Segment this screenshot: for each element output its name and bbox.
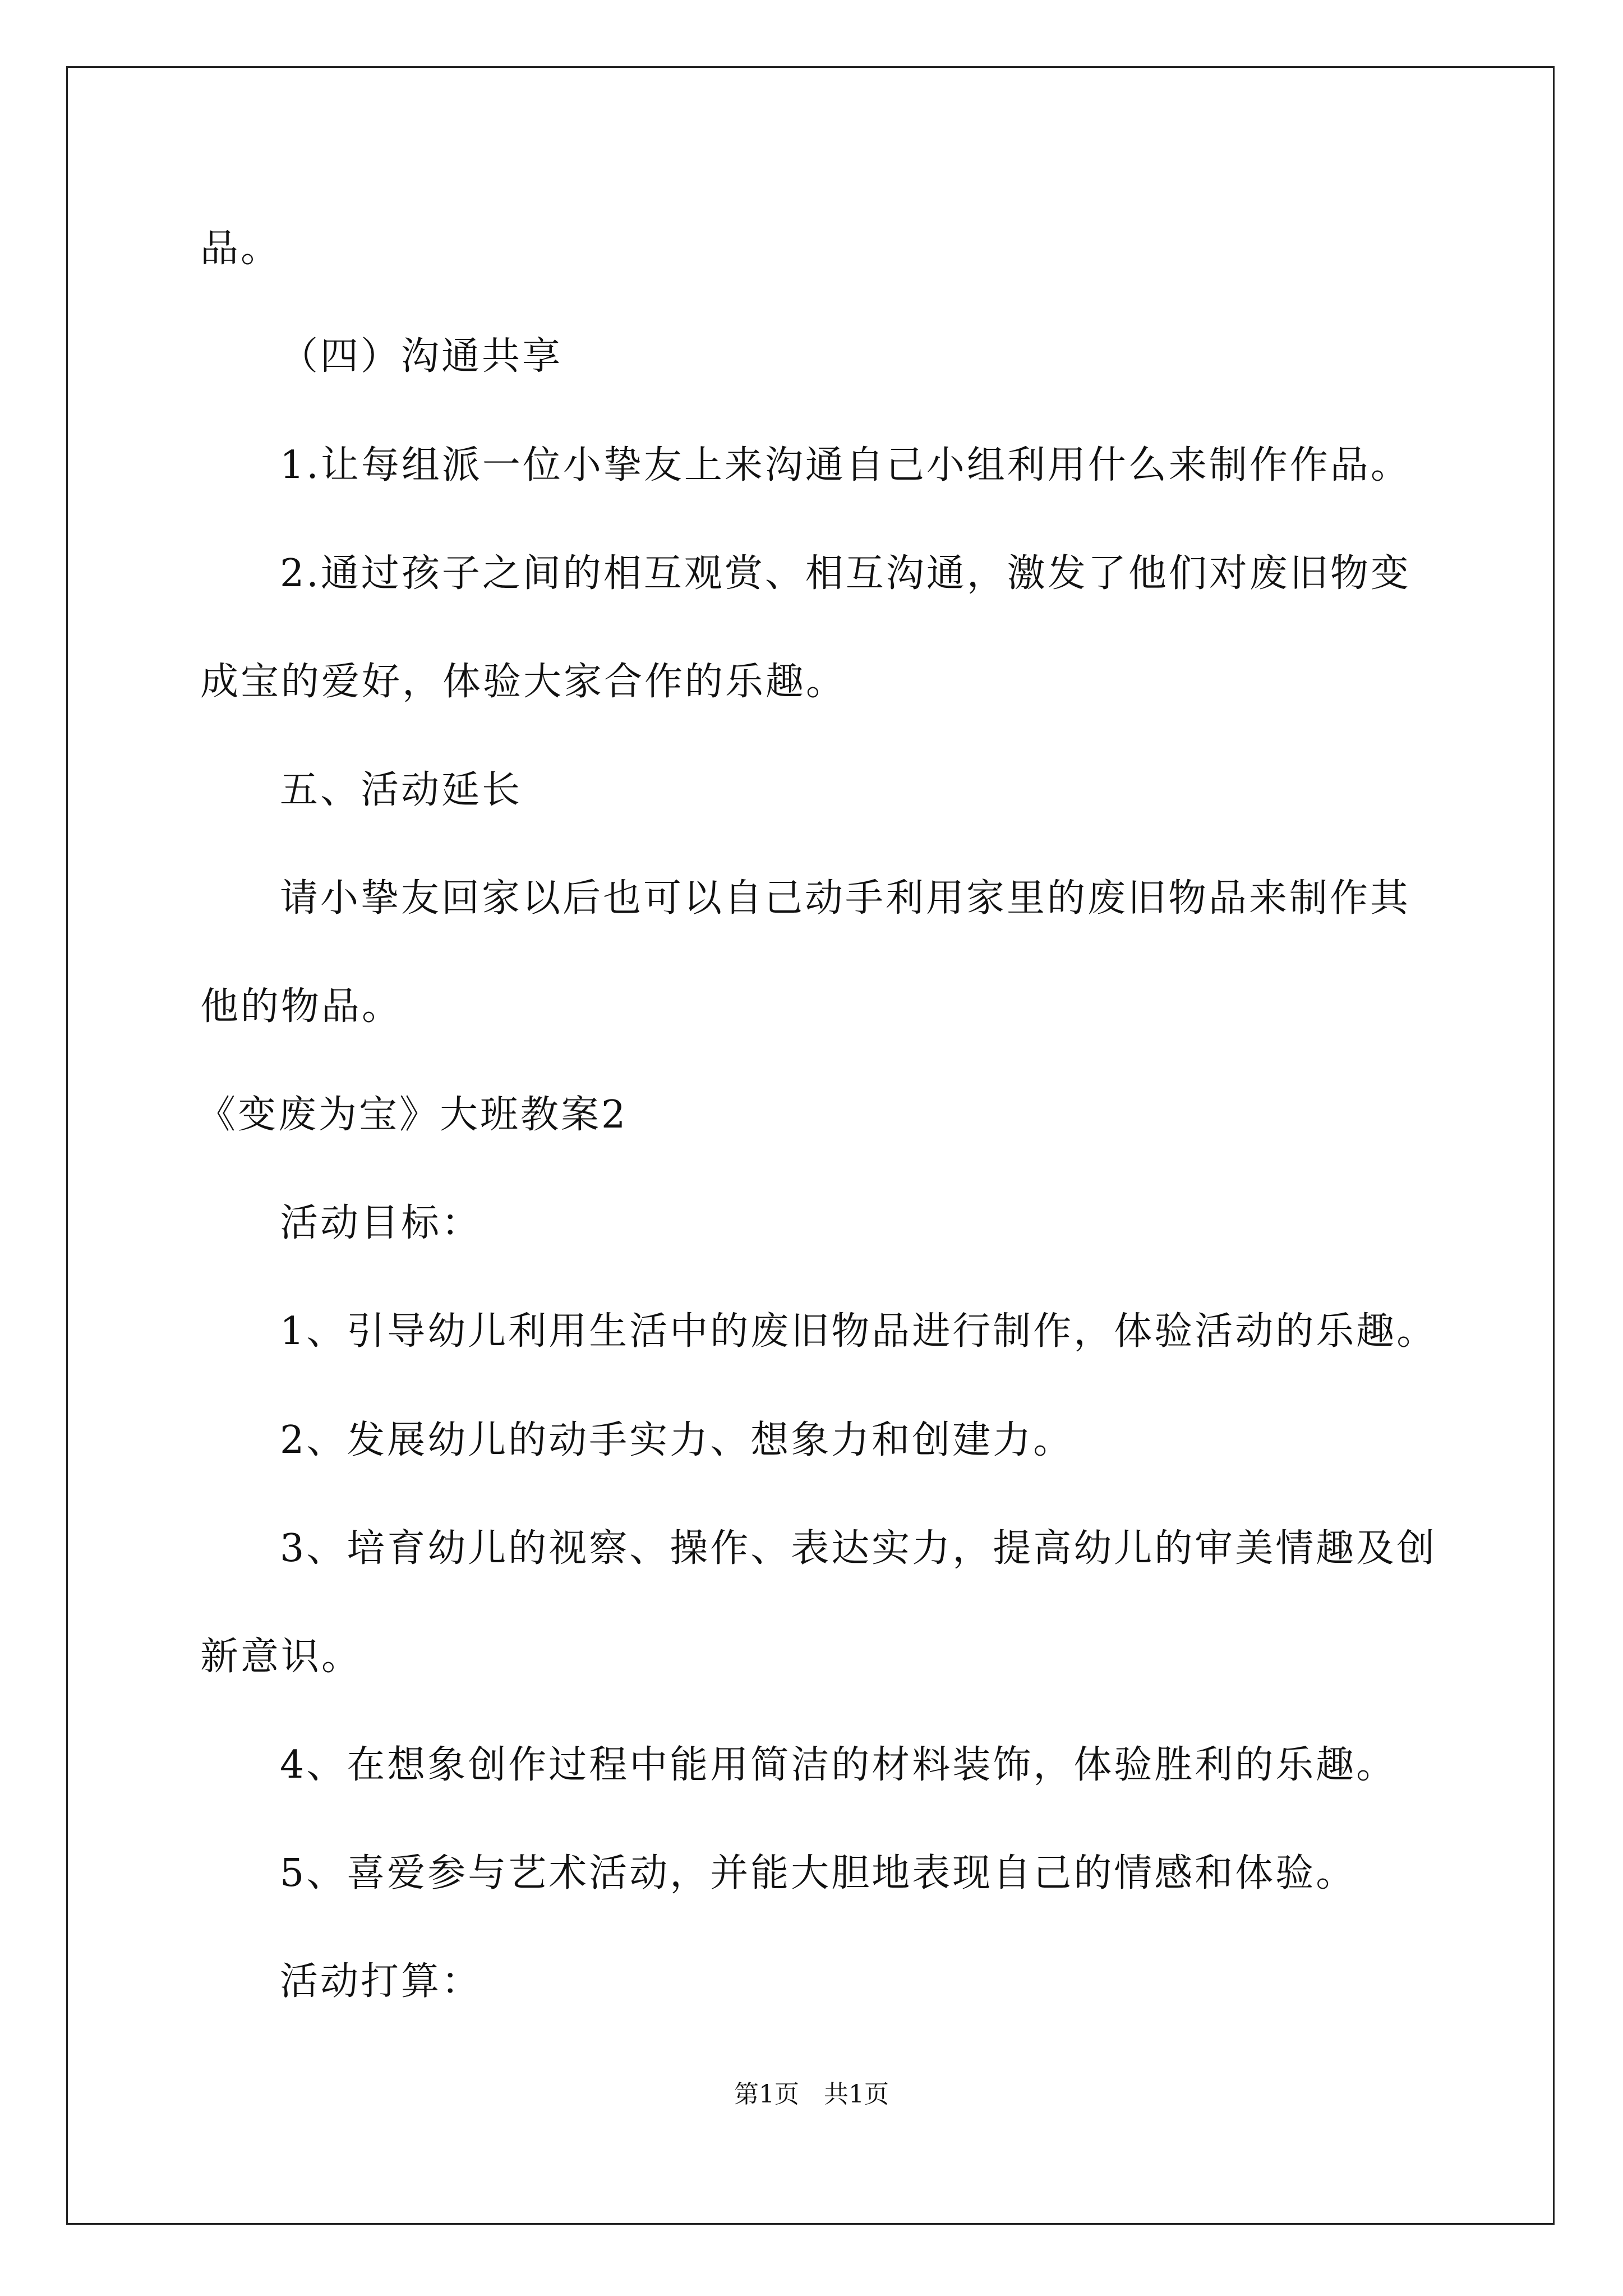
section-heading: 活动打算： — [280, 1959, 482, 2004]
list-item: 2、发展幼儿的动手实力、想象力和创建力。 — [280, 1418, 1074, 1462]
paragraph-continuation: 他的物品。 — [200, 984, 403, 1029]
page-border — [66, 66, 1555, 2225]
section-heading: 五、活动延长 — [280, 768, 523, 812]
list-item: 1、引导幼儿利用生活中的废旧物品进行制作，体验活动的乐趣。 — [280, 1309, 1437, 1354]
paragraph-continuation: 成宝的爱好，体验大家合作的乐趣。 — [200, 660, 847, 704]
section-heading: （四）沟通共享 — [280, 334, 563, 379]
paragraph: 2.通过孩子之间的相互观赏、相互沟通，激发了他们对废旧物变 — [280, 551, 1411, 596]
list-item: 3、培育幼儿的视察、操作、表达实力，提高幼儿的审美情趣及创 — [280, 1526, 1437, 1571]
page-number-footer: 第1页 共1页 — [734, 2080, 889, 2109]
paragraph-continuation: 品。 — [200, 227, 282, 271]
paragraph: 1.让每组派一位小挚友上来沟通自己小组利用什么来制作作品。 — [280, 443, 1411, 487]
list-item: 5、喜爱参与艺术活动，并能大胆地表现自己的情感和体验。 — [280, 1851, 1357, 1895]
paragraph: 请小挚友回家以后也可以自己动手利用家里的废旧物品来制作其 — [280, 876, 1411, 921]
list-item: 4、在想象创作过程中能用简洁的材料装饰，体验胜利的乐趣。 — [280, 1743, 1397, 1787]
document-title: 《变废为宝》大班教案2 — [197, 1093, 628, 1137]
section-heading: 活动目标： — [280, 1201, 482, 1245]
list-item-continuation: 新意识。 — [200, 1635, 362, 1679]
